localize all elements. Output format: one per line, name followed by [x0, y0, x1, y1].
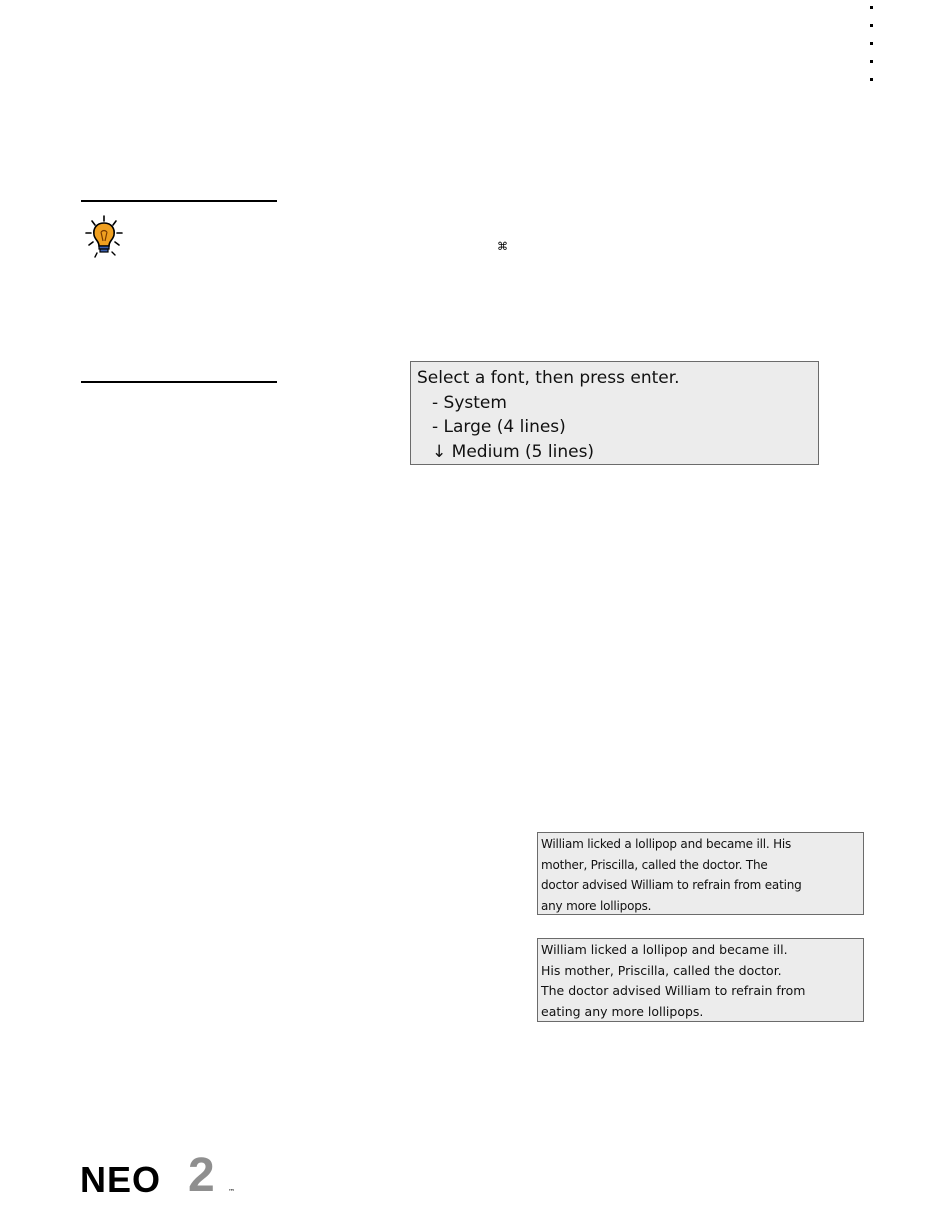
- sample-line: William licked a lollipop and became ill.: [541, 942, 788, 957]
- font-option-system: [417, 391, 818, 416]
- font-option-label: System: [443, 392, 507, 413]
- scroll-down-arrow-icon: ↓: [432, 441, 447, 462]
- tip-rule-bottom: [81, 381, 277, 383]
- lcd-sample-proportional: [537, 832, 864, 915]
- command-key-symbol: ⌘: [497, 240, 508, 253]
- tip-rule-top: [81, 200, 277, 202]
- sample-line: The doctor advised William to refrain from: [541, 983, 806, 998]
- neo2-logo: [80, 1148, 250, 1198]
- logo-wordmark: NEO: [80, 1159, 162, 1198]
- lcd-sample-monospace: [537, 938, 864, 1022]
- logo-superscript: 2: [188, 1149, 215, 1198]
- sample-line: mother, Priscilla, called the doctor. The: [541, 857, 768, 872]
- sample-line: any more lollipops.: [541, 898, 652, 913]
- lcd-font-select-screen: [410, 361, 819, 465]
- logo-trademark: ™: [228, 1188, 235, 1196]
- corner-dots-decoration: [870, 6, 876, 96]
- font-option-label: Large (4 lines): [443, 417, 566, 437]
- font-option-marker: -: [432, 417, 439, 437]
- sample-line: William licked a lollipop and became ill. His: [541, 837, 792, 851]
- sample-line: eating any more lollipops.: [541, 1003, 704, 1019]
- font-option-large: [417, 415, 818, 440]
- font-option-label: Medium (5 lines): [451, 441, 595, 462]
- lightbulb-icon: [84, 214, 128, 258]
- font-option-marker: -: [432, 392, 439, 413]
- sample-line: His mother, Priscilla, called the doctor.: [541, 962, 782, 978]
- font-option-medium: [417, 440, 818, 465]
- sample-line: doctor advised William to refrain from eating: [541, 878, 802, 892]
- font-select-prompt: Select a font, then press enter.: [417, 368, 680, 388]
